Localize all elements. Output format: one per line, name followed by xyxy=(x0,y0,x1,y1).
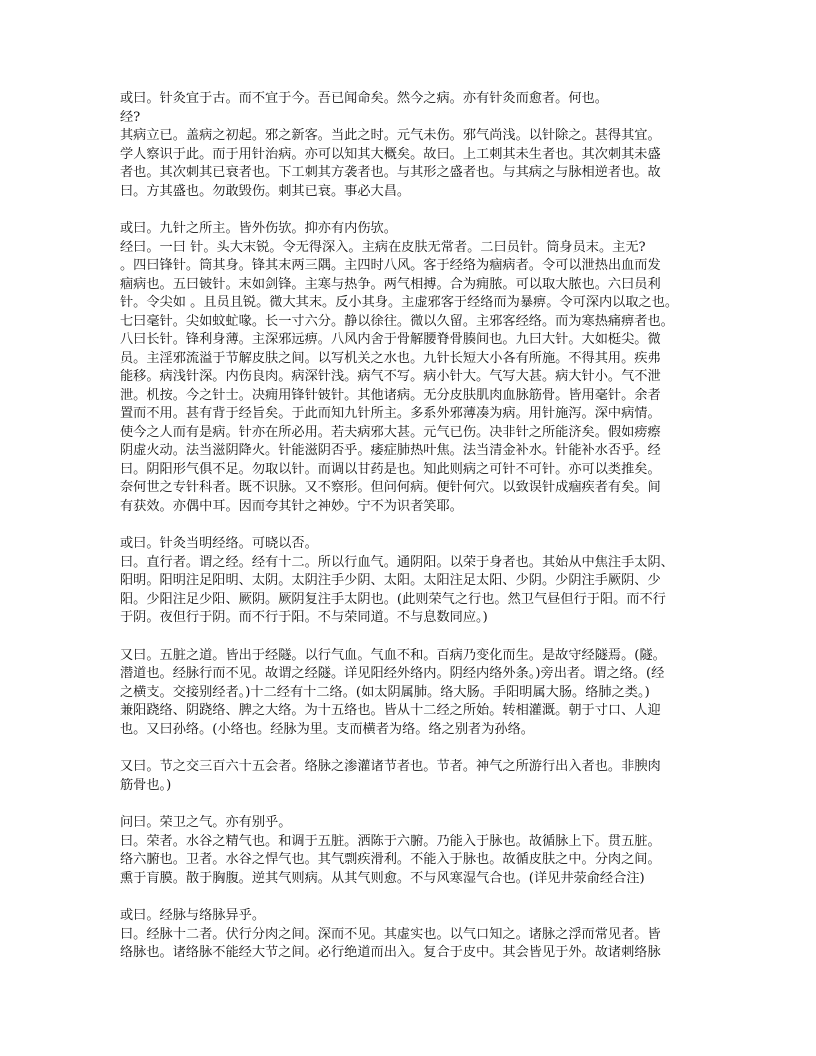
text-line: 又曰。五脏之道。皆出于经隧。以行气血。气血不和。百病乃变化而生。是故守经隧焉。(隧。 xyxy=(120,647,666,663)
paragraph xyxy=(120,90,700,201)
text-line: 曰。阴阳形气俱不足。勿取以针。而调以甘药是也。知此则病之可针不可针。亦可以类推矣。 xyxy=(120,461,661,477)
paragraph xyxy=(120,647,700,740)
document-body xyxy=(120,90,700,982)
text-line: 于阴。夜但行于阴。而不行于阳。不与荣同道。不与息数同应。) xyxy=(120,610,488,625)
text-line: 之横支。交接别经者。)十二经有十二络。(如太阴属肺。络大肠。手阳明属大肠。络肺之类。) xyxy=(120,684,650,700)
paragraph xyxy=(120,758,700,795)
text-line: 痼病也。五曰铍针。末如剑锋。主寒与热争。两气相搏。合为痈脓。可以取大脓也。六曰员利 xyxy=(120,276,661,292)
text-line: 。四曰锋针。筒其身。锋其末两三隅。主四时八风。客于经络为痼病者。令可以泄热出血而发 xyxy=(120,258,661,273)
paragraph xyxy=(120,907,700,963)
text-line: 络六腑也。卫者。水谷之悍气也。其气剽疾滑利。不能入于脉也。故循皮肤之中。分肉之间。 xyxy=(120,852,661,867)
text-line: 七曰毫针。尖如蚊虻喙。长一寸六分。静以徐往。微以久留。主邪客经络。而为寒热痛痹者也。 xyxy=(120,313,674,329)
text-line: 络脉也。诸络脉不能经大节之间。必行绝道而出入。复合于皮中。其会皆见于外。故诸刺络脉 xyxy=(120,945,661,960)
paragraph xyxy=(120,535,700,628)
text-line: 针。令尖如 。且员且锐。微大其末。反小其身。主虚邪客于经络而为暴痹。令可深内以取之也。 xyxy=(120,295,679,310)
text-line: 又曰。节之交三百六十五会者。络脉之渗灌诸节者也。节者。神气之所游行出入者也。非腴肉 xyxy=(120,759,661,774)
text-line: 问曰。荣卫之气。亦有别乎。 xyxy=(120,815,292,830)
text-line: 熏于肓膜。散于胸腹。逆其气则病。从其气则愈。不与风寒湿气合也。(详见井荥俞经合注) xyxy=(120,870,645,886)
text-line: 泄。机按。今之针士。决痈用锋针铍针。其他诸病。无分皮肤肌肉血脉筋骨。皆用毫针。余者 xyxy=(120,387,661,403)
text-line: 奈何世之专针科者。既不识脉。又不察形。但问何病。便针何穴。以致误针成痼疾者有矣。间 xyxy=(120,480,661,495)
text-line: 其病立已。盖病之初起。邪之新客。当此之时。元气未伤。邪气尚浅。以针除之。甚得其宜。 xyxy=(120,128,661,143)
text-line: 筋骨也。) xyxy=(120,777,172,793)
text-line: 者也。其次刺其已衰者也。下工刺其方袭者也。与其形之盛者也。与其病之与脉相逆者也。故 xyxy=(120,165,661,180)
paragraph xyxy=(120,220,700,516)
paragraph xyxy=(120,814,700,888)
text-line: 阴虚火动。法当滋阴降火。针能滋阴否乎。痿症肺热叶焦。法当清金补水。针能补水否乎。经 xyxy=(120,443,661,458)
text-line: 或曰。针灸当明经络。可晓以否。 xyxy=(120,536,318,551)
text-line: 有获效。亦偶中耳。因而夸其针之神妙。宁不为识者笑耶。 xyxy=(120,498,463,514)
text-line: 阳。少阳注足少阳、厥阴。厥阴复注手太阴也。(此则荣气之行也。然卫气昼但行于阳。而不行 xyxy=(120,591,666,607)
text-line: 经曰。一曰 针。头大末锐。令无得深入。主病在皮肤无常者。二曰员针。筒身员末。主无? xyxy=(120,239,646,255)
text-line: 或曰。针灸宜于古。而不宜于今。吾已闻命矣。然今之病。亦有针灸而愈者。何也。 xyxy=(120,91,608,106)
text-line: 曰。方其盛也。勿敢毁伤。刺其已衰。事必大昌。 xyxy=(120,183,411,199)
text-line: 或曰。九针之所主。皆外伤欤。抑亦有内伤欤。 xyxy=(120,221,397,236)
text-line: 潜道也。经脉行而不见。故谓之经隧。详见阳经外络内。阴经内络外条。)旁出者。谓之络。(经 xyxy=(120,666,665,681)
text-line: 曰。荣者。水谷之精气也。和调于五脏。洒陈于六腑。乃能入于脉也。故循脉上下。贯五脏。 xyxy=(120,833,661,849)
text-line: 也。又曰孙络。(小络也。经脉为里。支而横者为络。络之别者为孙络。 xyxy=(120,721,534,737)
text-line: 学人察识于此。而于用针治病。亦可以知其大概矣。故曰。上工刺其未生者也。其次刺其未盛 xyxy=(120,146,661,162)
text-line: 员。主淫邪流溢于节解皮肤之间。以写机关之水也。九针长短大小各有所施。不得其用。疾弗 xyxy=(120,350,661,366)
text-line: 置而不用。甚有背于经旨矣。于此而知九针所主。多系外邪薄凑为病。用针施泻。深中病情。 xyxy=(120,406,661,421)
text-line: 八曰长针。锋利身薄。主深邪远痹。八风内舍于骨解腰脊骨腠间也。九曰大针。大如梃尖。微 xyxy=(120,332,661,347)
text-line: 能移。病浅针深。内伤良肉。病深针浅。病气不写。病小针大。气写大甚。病大针小。气不泄 xyxy=(120,369,661,384)
text-line: 兼阳跷络、阴跷络、脾之大络。为十五络也。皆从十二经之所始。转相灌溉。朝于寸口、人迎 xyxy=(120,703,661,718)
text-line: 曰。直行者。谓之经。经有十二。所以行血气。通阴阳。以荣于身者也。其始从中焦注手太阴、 xyxy=(120,554,674,570)
text-line: 阳明。阳明注足阳明、太阴。太阴注手少阴、太阳。太阳注足太阳、少阴。少阴注手厥阴、少 xyxy=(120,573,661,588)
text-line: 或曰。经脉与络脉异乎。 xyxy=(120,908,266,923)
text-line: 使今之人而有是病。针亦在所必用。若夫病邪大甚。元气已伤。决非针之所能济矣。假如痨瘵 xyxy=(120,424,661,440)
text-line: 经? xyxy=(120,109,141,125)
text-line: 曰。经脉十二者。伏行分肉之间。深而不见。其虚实也。以气口知之。诸脉之浮而常见者。皆 xyxy=(120,926,661,942)
